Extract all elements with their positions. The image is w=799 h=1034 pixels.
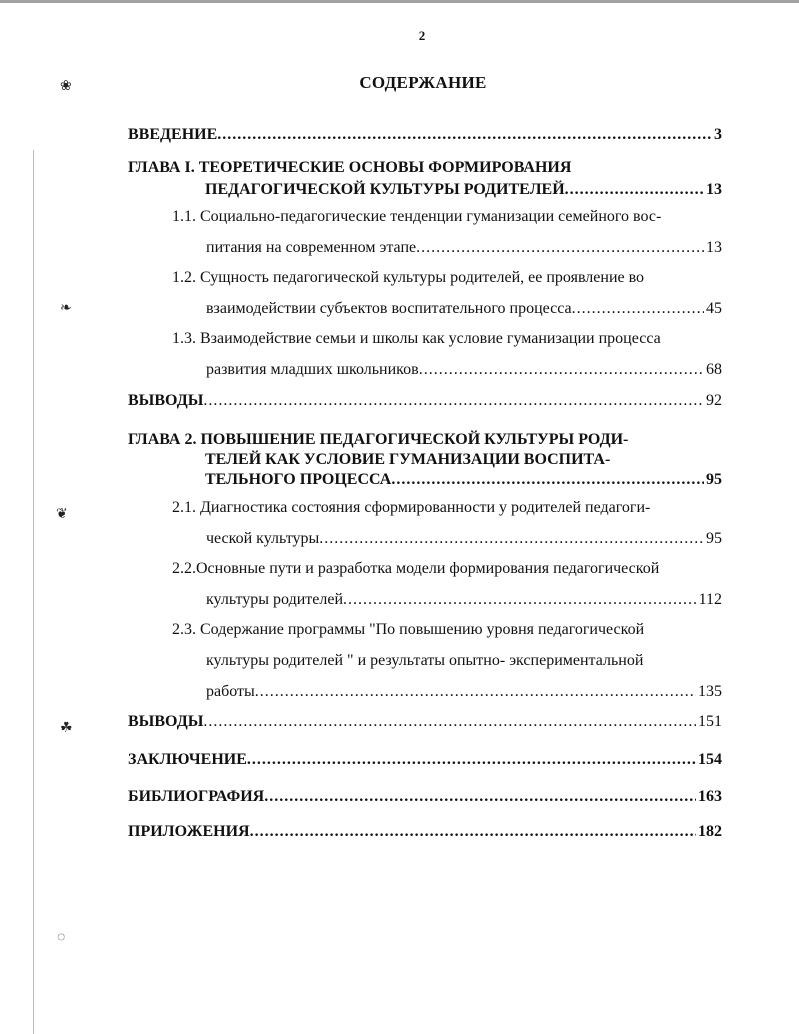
toc-entry-section-1-3[interactable] (206, 360, 722, 380)
toc-dot-leader (264, 787, 696, 807)
toc-dot-leader (203, 712, 696, 732)
toc-entry-conclusions-1[interactable] (128, 391, 722, 411)
toc-dot-leader (565, 180, 704, 200)
toc-chapter-2-title-line2[interactable]: ТЕЛЕЙ КАК УСЛОВИЕ ГУМАНИЗАЦИИ ВОСПИТА- (205, 451, 611, 468)
toc-entry-introduction[interactable] (128, 125, 722, 145)
toc-dot-leader (419, 360, 704, 380)
toc-entry-section-2-2[interactable] (206, 590, 722, 610)
toc-entry-page: 68 (706, 361, 722, 378)
toc-entry-page: 13 (706, 239, 722, 256)
toc-entry-label: ТЕЛЬНОГО ПРОЦЕССА (205, 471, 392, 488)
toc-section-1-3-line1[interactable]: 1.3. Взаимодействие семьи и школы как условие гуманизации процесса (172, 330, 661, 347)
toc-section-1-2-line1[interactable]: 1.2. Сущность педагогической культуры родителей, ее проявление во (172, 269, 645, 286)
scan-edge-left (33, 150, 34, 1034)
toc-entry-label: развития младших школьников (206, 361, 419, 378)
toc-dot-leader (247, 750, 696, 770)
toc-entry-page: 182 (698, 823, 722, 840)
toc-dot-leader (203, 391, 704, 411)
page-number: 2 (418, 28, 426, 43)
margin-mark-icon: ◌ (57, 930, 66, 945)
scan-edge-top (0, 0, 799, 3)
toc-entry-appendices[interactable] (128, 822, 722, 842)
toc-entry-page: 151 (698, 713, 722, 730)
toc-entry-bibliography[interactable] (128, 787, 722, 807)
toc-entry-chapter-2[interactable] (205, 470, 722, 490)
toc-entry-label: ПЕДАГОГИЧЕСКОЙ КУЛЬТУРЫ РОДИТЕЛЕЙ (205, 181, 565, 198)
toc-dot-leader (416, 238, 704, 258)
toc-entry-conclusions-2[interactable] (128, 712, 722, 732)
toc-section-1-1-line1[interactable]: 1.1. Социально-педагогические тенденции гуманизации семейного вос- (172, 208, 662, 225)
toc-entry-page: 45 (706, 300, 722, 317)
toc-entry-section-2-3[interactable] (206, 682, 722, 702)
toc-entry-label: ческой культуры (206, 530, 320, 547)
toc-dot-leader (250, 822, 696, 842)
margin-mark-icon: ❦ (56, 507, 68, 522)
toc-dot-leader (343, 590, 697, 610)
toc-entry-page: 135 (698, 683, 722, 700)
toc-entry-page: 13 (706, 181, 722, 198)
toc-entry-label: ВВЕДЕНИЕ (128, 126, 218, 143)
toc-chapter-2-title-line1[interactable]: ГЛАВА 2. ПОВЫШЕНИЕ ПЕДАГОГИЧЕСКОЙ КУЛЬТУРЫ РОДИ- (128, 431, 629, 448)
toc-entry-page: 112 (698, 591, 722, 608)
toc-entry-page: 3 (714, 126, 722, 143)
toc-entry-section-1-2[interactable] (206, 299, 722, 319)
toc-entry-page: 163 (698, 788, 722, 805)
toc-section-2-3-line2[interactable]: культуры родителей " и результаты опытно- экспериментальной (206, 652, 644, 669)
toc-entry-page: 92 (706, 392, 722, 409)
toc-dot-leader (217, 125, 712, 145)
toc-entry-label: культуры родителей (206, 591, 344, 608)
toc-entry-page: 154 (698, 751, 722, 768)
toc-section-2-1-line1[interactable]: 2.1. Диагностика состояния сформированности у родителей педагоги- (172, 499, 651, 516)
toc-entry-conclusion[interactable] (128, 750, 722, 770)
toc-entry-page: 95 (706, 530, 722, 547)
toc-entry-section-1-1[interactable] (206, 238, 722, 258)
toc-entry-label: БИБЛИОГРАФИЯ (128, 788, 265, 805)
toc-chapter-1-title-line1[interactable]: ГЛАВА I. ТЕОРЕТИЧЕСКИЕ ОСНОВЫ ФОРМИРОВАНИЯ (128, 159, 572, 176)
toc-dot-leader (319, 529, 704, 549)
toc-dot-leader (391, 470, 704, 490)
toc-dot-leader (255, 682, 696, 702)
toc-entry-label: работы (206, 683, 255, 700)
toc-entry-label: взаимодействии субъектов воспитательного процесса (206, 300, 572, 317)
toc-entry-label: ВЫВОДЫ (128, 392, 204, 409)
page-title: СОДЕРЖАНИЕ (359, 73, 487, 92)
toc-entry-label: ПРИЛОЖЕНИЯ (128, 823, 250, 840)
margin-mark-icon: ☘ (60, 721, 73, 736)
toc-entry-label: ЗАКЛЮЧЕНИЕ (128, 751, 247, 768)
toc-section-2-2-line1[interactable]: 2.2.Основные пути и разработка модели формирования педагогической (172, 560, 660, 577)
toc-entry-page: 95 (706, 471, 722, 488)
toc-entry-label: питания на современном этапе (206, 239, 417, 256)
toc-dot-leader (572, 299, 704, 319)
toc-entry-label: ВЫВОДЫ (128, 713, 204, 730)
margin-mark-icon: ❀ (60, 79, 72, 94)
margin-mark-icon: ❧ (60, 301, 72, 316)
toc-section-2-3-line1[interactable]: 2.3. Содержание программы "По повышению уровня педагогической (172, 621, 645, 638)
toc-entry-chapter-1[interactable] (205, 180, 722, 200)
toc-entry-section-2-1[interactable] (206, 529, 722, 549)
